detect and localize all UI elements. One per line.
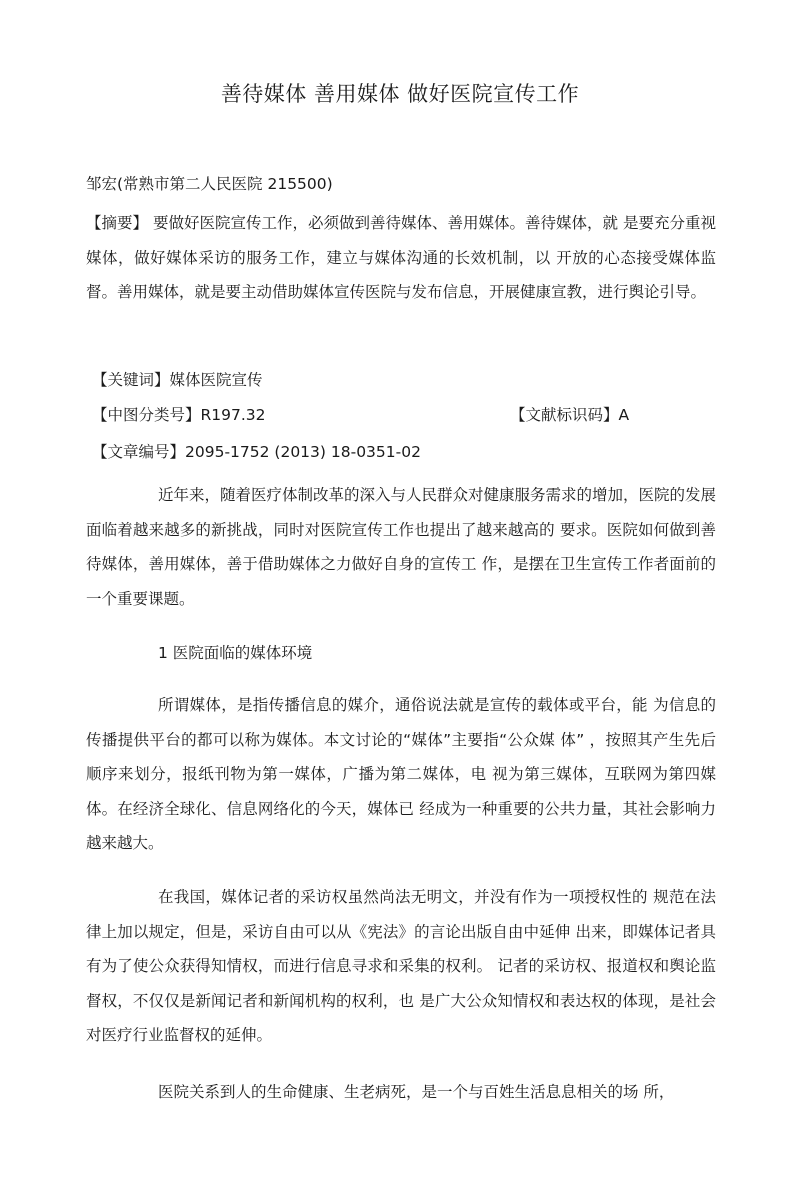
page-title: 善待媒体 善用媒体 做好医院宣传工作 xyxy=(220,82,580,106)
document-code: 【文献标识码】A xyxy=(510,406,630,424)
section-heading: 1 医院面临的媒体环境 xyxy=(158,644,313,662)
author-line: 邹宏(常熟市第二人民医院 215500) xyxy=(86,175,333,193)
paragraph-hospital: 医院关系到人的生命健康、生老病死，是一个与百姓生活息息相关的场 所， xyxy=(158,1083,675,1101)
clc-number: 【中图分类号】R197.32 xyxy=(92,406,266,424)
paragraph-rights: 在我国，媒体记者的采访权虽然尚法无明文，并没有作为一项授权性的 规范在法律上加以规定，但是，采访自由可以从《宪法》的言论出版自由中延伸 出来，即媒体记者具有为了使公众获得知情权，而进行信息寻求和采集的权利。 记者的采访权、报道权和舆论监督权，不仅仅是新闻记者和新闻机构的权利，也 是广大公众知情权和表达权的体现，是社会对医疗行业监督权的延伸。 xyxy=(86,888,716,1044)
paragraph-media: 所谓媒体，是指传播信息的媒介，通俗说法就是宣传的载体或平台，能 为信息的传播提供平台的都可以称为媒体。本文讨论的“媒体”主要指“公众媒 体” ，按照其产生先后顺序来划分，报纸刊物为第一媒体，广播为第二媒体，电 视为第三媒体，互联网为第四媒体。在经济全球化、信息网络化的今天，媒体已 经成为一种重要的公共力量，其社会影响力越来越大。 xyxy=(86,696,716,852)
article-number: 【文章编号】2095-1752 (2013) 18-0351-02 xyxy=(92,443,421,461)
abstract: 【摘要】 要做好医院宣传工作，必须做到善待媒体、善用媒体。善待媒体，就 是要充分重视媒体，做好媒体采访的服务工作，建立与媒体沟通的长效机制，以 开放的心态接受媒体监督。善用媒体，就是要主动借助媒体宣传医院与发布信息，开展健康宣教，进行舆论引导。 xyxy=(86,214,716,301)
paragraph-intro: 近年来，随着医疗体制改革的深入与人民群众对健康服务需求的增加，医院的发展面临着越来越多的新挑战，同时对医院宣传工作也提出了越来越高的 要求。医院如何做到善待媒体，善用媒体，善于借助媒体之力做好自身的宣传工 作，是摆在卫生宣传工作者面前的一个重要课题。 xyxy=(86,486,717,608)
keywords: 【关键词】媒体医院宣传 xyxy=(92,371,263,389)
